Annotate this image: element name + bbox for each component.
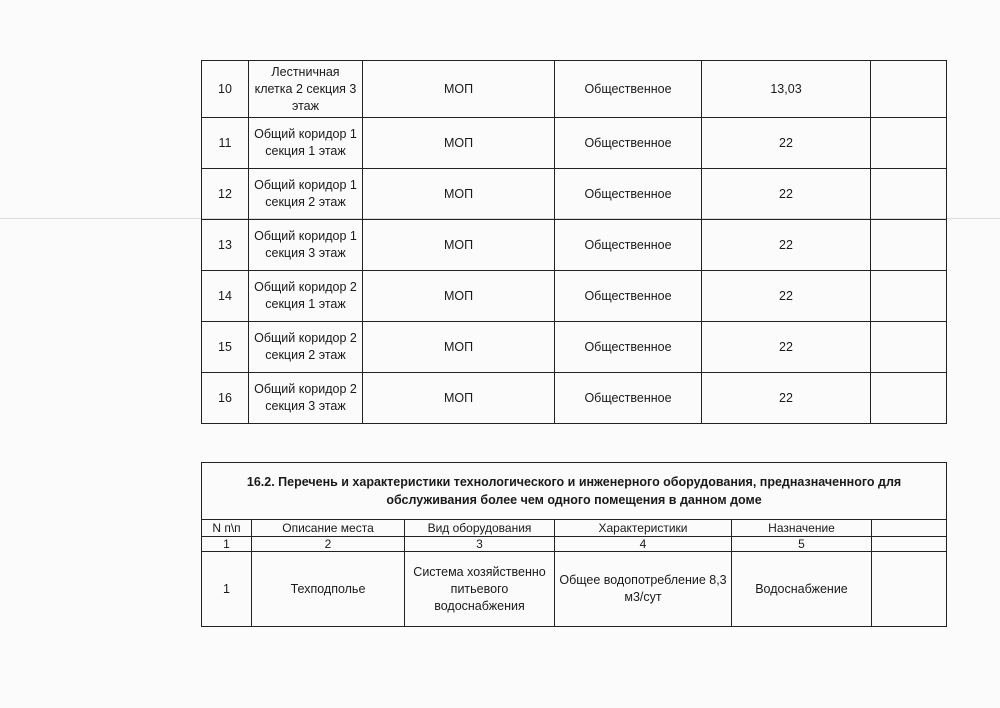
- row-number: 13: [202, 220, 249, 271]
- premise-usage: Общественное: [555, 118, 702, 169]
- column-header: Характеристики: [555, 520, 732, 537]
- column-header: Назначение: [732, 520, 872, 537]
- premise-usage: Общественное: [555, 61, 702, 118]
- section-title: 16.2. Перечень и характеристики технологического и инженерного оборудования, предназначенного для обслуживания более чем одного помещения в данном доме: [202, 463, 947, 520]
- equipment-table: [201, 462, 947, 627]
- row-number: 11: [202, 118, 249, 169]
- premise-extra: [871, 61, 947, 118]
- equipment-type: Система хозяйственно питьевого водоснабжения: [405, 552, 555, 627]
- premise-area: 13,03: [702, 61, 871, 118]
- premise-usage: Общественное: [555, 169, 702, 220]
- row-number: 12: [202, 169, 249, 220]
- premise-area: 22: [702, 220, 871, 271]
- equipment-purpose: Водоснабжение: [732, 552, 872, 627]
- header-row: [202, 520, 947, 537]
- premise-usage: Общественное: [555, 373, 702, 424]
- column-number: [872, 537, 947, 552]
- premise-name: Общий коридор 1 секция 1 этаж: [249, 118, 363, 169]
- row-number: 10: [202, 61, 249, 118]
- column-number: 2: [252, 537, 405, 552]
- premise-type: МОП: [363, 220, 555, 271]
- premise-area: 22: [702, 271, 871, 322]
- table-row: [202, 61, 947, 118]
- premise-name: Общий коридор 2 секция 3 этаж: [249, 373, 363, 424]
- place-description: Техподполье: [252, 552, 405, 627]
- column-header: N п\п: [202, 520, 252, 537]
- premise-type: МОП: [363, 322, 555, 373]
- equipment-characteristics: Общее водопотребление 8,3 м3/сут: [555, 552, 732, 627]
- premise-name: Общий коридор 2 секция 1 этаж: [249, 271, 363, 322]
- column-header: Описание места: [252, 520, 405, 537]
- premise-extra: [871, 169, 947, 220]
- column-number: 1: [202, 537, 252, 552]
- table-row: [202, 220, 947, 271]
- premise-extra: [871, 271, 947, 322]
- common-premises-table: [201, 60, 947, 424]
- table-row: [202, 169, 947, 220]
- column-header: [872, 520, 947, 537]
- premise-name: Лестничная клетка 2 секция 3 этаж: [249, 61, 363, 118]
- premise-extra: [871, 373, 947, 424]
- premise-area: 22: [702, 118, 871, 169]
- equipment-title-row: [202, 463, 947, 520]
- premise-extra: [871, 322, 947, 373]
- premise-type: МОП: [363, 169, 555, 220]
- table-row: [202, 322, 947, 373]
- column-number: 3: [405, 537, 555, 552]
- column-number-row: [202, 537, 947, 552]
- premise-usage: Общественное: [555, 220, 702, 271]
- premise-usage: Общественное: [555, 271, 702, 322]
- column-number: 4: [555, 537, 732, 552]
- premise-area: 22: [702, 169, 871, 220]
- premise-type: МОП: [363, 271, 555, 322]
- column-header: Вид оборудования: [405, 520, 555, 537]
- premise-name: Общий коридор 2 секция 2 этаж: [249, 322, 363, 373]
- row-number: 14: [202, 271, 249, 322]
- premise-area: 22: [702, 373, 871, 424]
- table-row: [202, 373, 947, 424]
- premise-name: Общий коридор 1 секция 2 этаж: [249, 169, 363, 220]
- premise-area: 22: [702, 322, 871, 373]
- table-row: [202, 118, 947, 169]
- equipment-extra: [872, 552, 947, 627]
- row-number: 15: [202, 322, 249, 373]
- table-row: [202, 271, 947, 322]
- row-number: 1: [202, 552, 252, 627]
- premise-type: МОП: [363, 61, 555, 118]
- premise-usage: Общественное: [555, 322, 702, 373]
- premise-type: МОП: [363, 373, 555, 424]
- table-row: [202, 552, 947, 627]
- row-number: 16: [202, 373, 249, 424]
- premise-extra: [871, 220, 947, 271]
- premise-name: Общий коридор 1 секция 3 этаж: [249, 220, 363, 271]
- column-number: 5: [732, 537, 872, 552]
- premise-type: МОП: [363, 118, 555, 169]
- premise-extra: [871, 118, 947, 169]
